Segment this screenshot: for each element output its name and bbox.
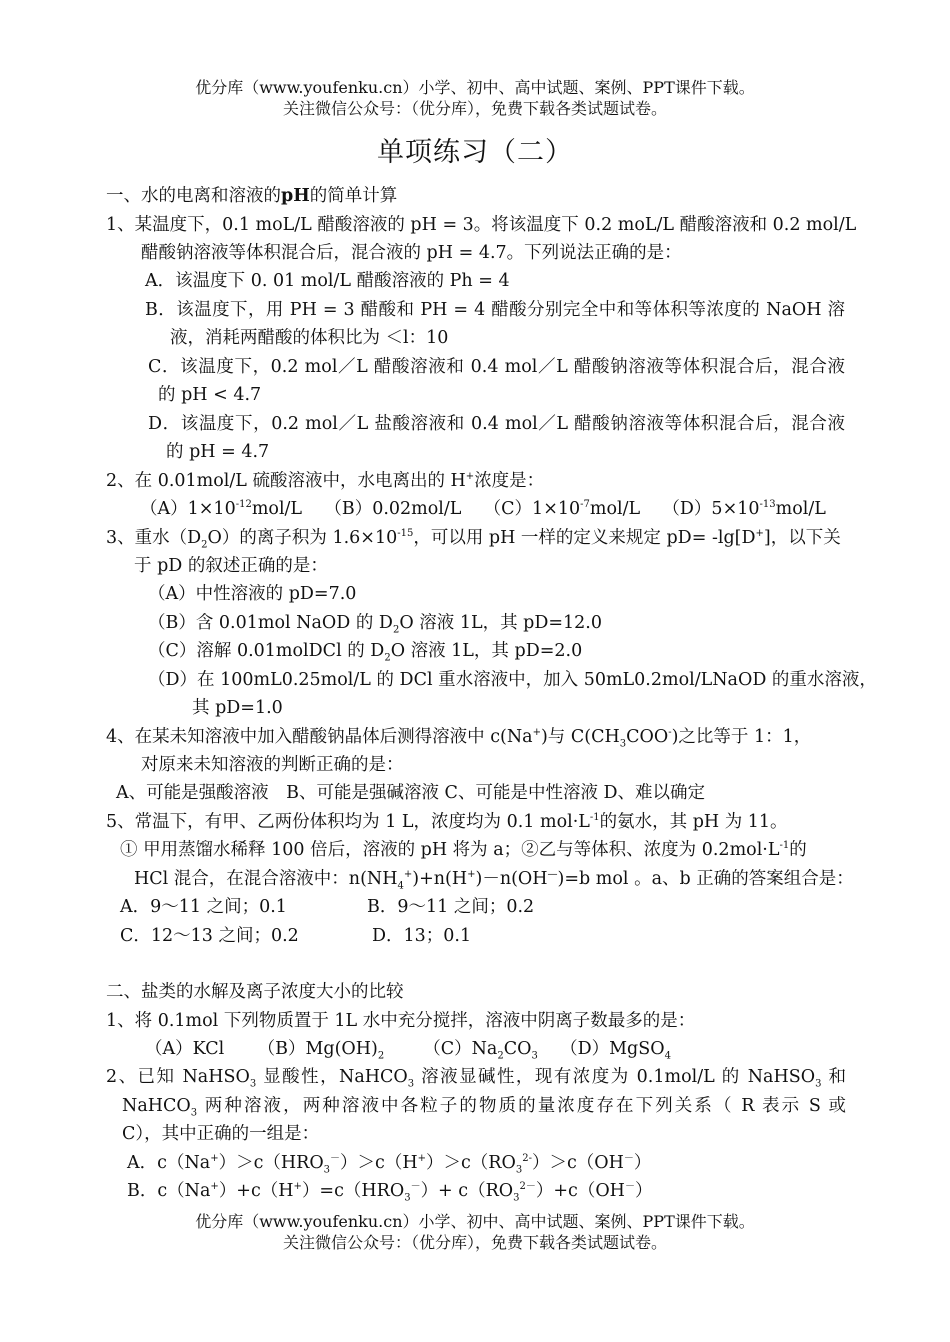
q5-option-b: B．9～11 之间；0.2 xyxy=(367,897,535,917)
q5-option-d: D．13；0.1 xyxy=(372,926,472,946)
q4-stem-line-2: 对原来未知溶液的判断正确的是： xyxy=(141,755,404,775)
q1-option-c-line-2: 的 pH < 4.7 xyxy=(158,385,262,405)
section-2-heading: 二、盐类的水解及离子浓度大小的比较 xyxy=(106,982,404,1002)
q5-stem-line-2: ① 甲用蒸馏水稀释 100 倍后，溶液的 pH 将为 a；②乙与等体积、浓度为 $0.2mol\cdot L^{-1}$的 xyxy=(120,840,807,860)
q6-option-c: $(C)Na_2CO_3$ xyxy=(423,1039,538,1062)
footer-line-2: 关注微信公众号：（优分库），免费下载各类试题试卷。 xyxy=(282,1233,667,1252)
q1-option-d-line-1: D．该温度下，0.2 mol／L 盐酸溶液和 0.4 mol／L 醋酸钠溶液等体积混合后，混合液 xyxy=(148,414,845,434)
q4-stem-line-1: 4、在某未知溶液中加入醋酸钠晶体后测得溶液中 c(Na+)与 $C(CH_3COO^-)$之比等于 1：1， xyxy=(106,727,812,750)
q3-option-c: （C）溶解 0.01molDCl 的 $D_2O$ 溶液 1L，其 pD=2.0 xyxy=(148,641,583,664)
q1-option-b-line-2: 液，消耗两醋酸的体积比为 ＜l：10 xyxy=(170,328,449,348)
q3-option-d-line-2: 其 pD=1.0 xyxy=(192,698,283,718)
q6-option-a: （A）KCl xyxy=(145,1039,225,1059)
q2-stem: 2、在 0.01mol/L 硫酸溶液中，水电离出的 H+浓度是： xyxy=(106,471,545,491)
header-line-2: 关注微信公众号：（优分库），免费下载各类试题试卷。 xyxy=(282,99,667,118)
q7-stem-line-2: NaHCO$_3$ 两种溶液，两种溶液中各粒子的物质的量浓度存在下列关系（ R 表示 S 或 xyxy=(122,1096,846,1119)
section-1-heading: 一、水的电离和溶液的pH的简单计算 xyxy=(106,186,398,206)
q5-option-c: C．12～13 之间；0.2 xyxy=(120,926,299,946)
footer-line-1: 优分库（www.youfenku.cn）小学、初中、高中试题、案例、PPT课件下载。 xyxy=(195,1212,755,1231)
q5-stem-line-3: HCl 混合，在混合溶液中：$n(NH_4^+)+n(H^+)-n(OH^—)=b$ mol 。a、b 正确的答案组合是： xyxy=(134,869,854,892)
q3-option-b: （B）含 0.01mol NaOD 的 $D_2O$ 溶液 1L，其 pD=12.0 xyxy=(148,613,602,636)
q3-stem-line-2: 于 pD 的叙述正确的是： xyxy=(134,556,328,576)
q3-option-d-line-1: （D）在 100mL0.25mol/L 的 DCl 重水溶液中，加入 50mL0.2mol/LNaOD 的重水溶液， xyxy=(148,670,877,690)
q6-stem: 1、将 0.1mol 下列物质置于 1L 水中充分搅拌，溶液中阴离子数最多的是： xyxy=(106,1011,696,1031)
q6-option-d: （D）MgSO$_4$ xyxy=(560,1039,671,1062)
q1-stem-line-1: 1、某温度下，0.1 moL/L 醋酸溶液的 pH = 3。将该温度下 0.2 moL/L 醋酸溶液和 0.2 mol/L xyxy=(106,215,857,235)
q5-option-a: A．9～11 之间；0.1 xyxy=(120,897,287,917)
q5-stem-line-1: 5、常温下，有甲、乙两份体积均为 1 L，浓度均为 0.1 $mol\cdot L^{-1}$的氨水，其 pH 为 11。 xyxy=(106,812,788,832)
q1-option-a: A．该温度下 0. 01 mol/L 醋酸溶液的 Ph = 4 xyxy=(145,271,510,291)
q7-stem-line-1: 2、已知 NaHSO$_3$ 显酸性，NaHCO$_3$ 溶液显碱性，现有浓度为 0.1mol/L 的 NaHSO$_3$ 和 xyxy=(106,1067,846,1090)
q3-option-a: （A）中性溶液的 pD=7.0 xyxy=(148,584,357,604)
q6-options xyxy=(145,1037,671,1061)
q1-stem-line-2: 醋酸钠溶液等体积混合后，混合液的 pH = 4.7。下列说法正确的是： xyxy=(141,243,682,263)
q1-option-c-line-1: C．该温度下，0.2 mol／L 醋酸溶液和 0.4 mol／L 醋酸钠溶液等体积混合后，混合液 xyxy=(148,357,845,377)
q2-option-d: $(D)5\times 10^{-13}mol/L$ xyxy=(662,499,826,519)
q7-option-a: A．$c(Na^+)>c(HRO_3^-)>c(H^+)>c(RO_3^{2-})>c(OH^-)$ xyxy=(127,1153,652,1176)
q2-option-c: $(C)1\times 10^{-7}mol/L$ xyxy=(483,499,641,519)
q2-options xyxy=(140,497,826,521)
header-line-1: 优分库（www.youfenku.cn）小学、初中、高中试题、案例、PPT课件下载。 xyxy=(195,78,755,97)
q3-stem-line-1: 3、重水$(D_2O)$的离子积为 $1.6\times 10^{-15}$，可以用 pH 一样的定义来规定 pD= -lg[D+]，以下关 xyxy=(106,528,841,551)
q4-options: A、可能是强酸溶液 B、可能是强碱溶液 C、可能是中性溶液 D、难以确定 xyxy=(116,783,706,803)
q1-option-d-line-2: 的 pH = 4.7 xyxy=(166,442,270,462)
q6-option-b: $(B)Mg(OH)_2$ xyxy=(257,1039,385,1062)
page-title: 单项练习（二） xyxy=(377,137,573,168)
q7-option-b: B．$c(Na^+)+c(H^+)=c(HRO_3^-)+ c(RO_3^{2-})+c(OH^-)$ xyxy=(127,1181,653,1204)
q1-option-b-line-1: B．该温度下，用 PH = 3 醋酸和 PH = 4 醋酸分别完全中和等体积等浓度的 NaOH 溶 xyxy=(145,300,845,320)
q7-stem-line-3: C），其中正确的一组是： xyxy=(122,1124,320,1144)
q2-option-b: （B）0.02mol/L xyxy=(324,499,462,519)
q2-option-a: $(A)1\times 10^{-12}mol/L$ xyxy=(140,499,303,519)
